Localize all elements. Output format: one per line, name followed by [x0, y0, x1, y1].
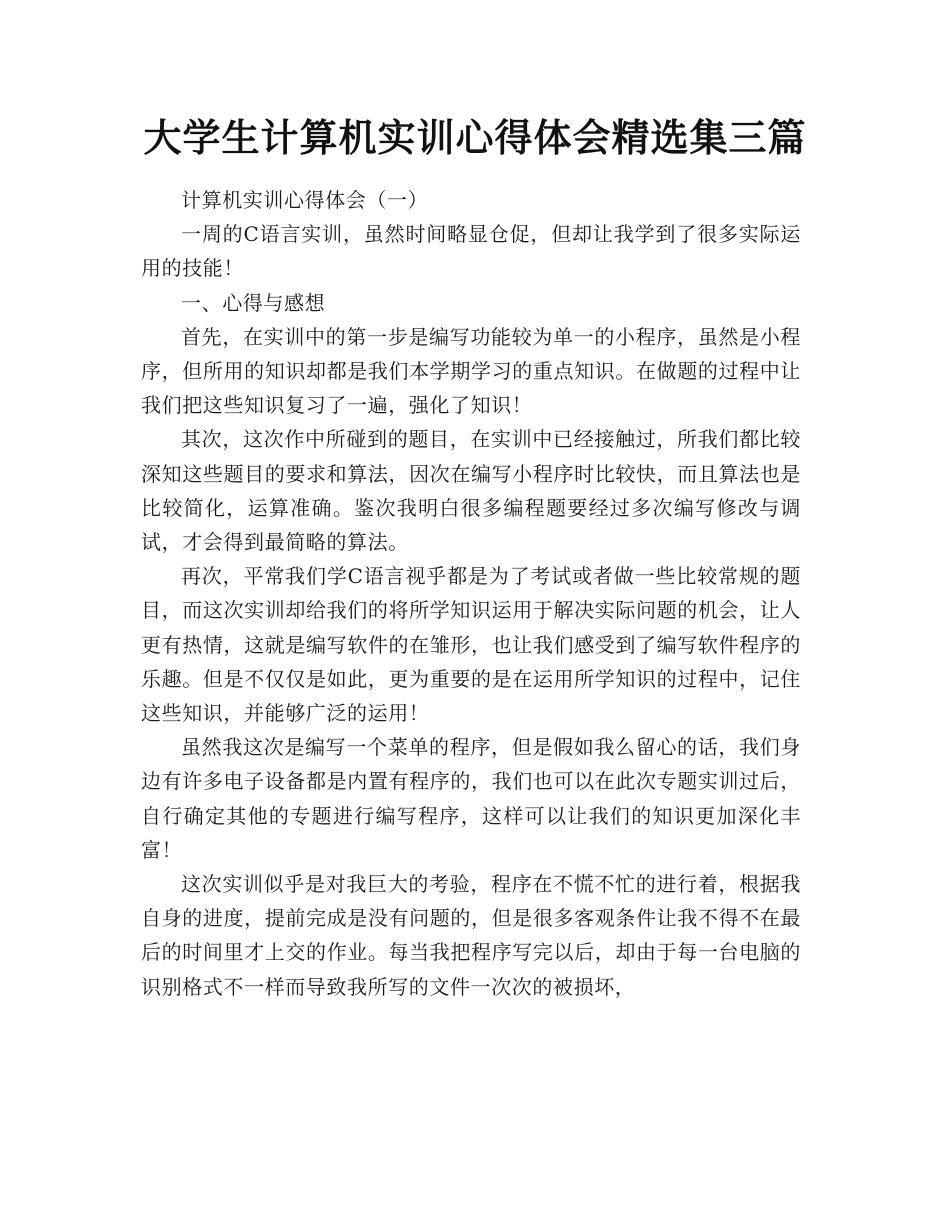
paragraph: 虽然我这次是编写一个菜单的程序，但是假如我么留心的话，我们身边有许多电子设备都是内置有程序的，我们也可以在此次专题实训过后，自行确定其他的专题进行编写程序，这样可以让我们的知识更加深化丰富！: [141, 735, 801, 862]
document-title: 大学生计算机实训心得体会精选集三篇: [143, 115, 807, 160]
paragraph: 其次，这次作中所碰到的题目，在实训中已经接触过，所我们都比较深知这些题目的要求和算法，因次在编写小程序时比较快，而且算法也是比较简化，运算准确。鉴次我明白很多编程题要经过多次编写修改与调试，才会得到最简略的算法。: [141, 427, 801, 555]
paragraph: 一周的C语言实训，虽然时间略显仓促，但却让我学到了很多实际运用的技能！: [141, 222, 801, 281]
section-heading: 计算机实训心得体会（一）: [181, 188, 429, 212]
paragraph: 再次，平常我们学C语言视乎都是为了考试或者做一些比较常规的题目，而这次实训却给我们的将所学知识运用于解决实际问题的机会，让人更有热情，这就是编写软件的在雏形，也让我们感受到了编写软件程序的乐趣。但是不仅仅是如此，更为重要的是在运用所学知识的过程中，记住这些知识，并能够广泛的运用！: [141, 564, 801, 726]
document-body: [141, 183, 801, 1004]
paragraph: 首先，在实训中的第一步是编写功能较为单一的小程序，虽然是小程序，但所用的知识却都是我们本学期学习的重点知识。在做题的过程中让我们把这些知识复习了一遍，强化了知识！: [141, 324, 801, 418]
section-heading: 一、心得与感想: [181, 290, 326, 315]
paragraph: 这次实训似乎是对我巨大的考验，程序在不慌不忙的进行着，根据我自身的进度，提前完成是没有问题的，但是很多客观条件让我不得不在最后的时间里才上交的作业。每当我把程序写完以后，却由于每一台电脑的识别格式不一样而导致我所写的文件一次次的被损坏，: [141, 872, 801, 999]
